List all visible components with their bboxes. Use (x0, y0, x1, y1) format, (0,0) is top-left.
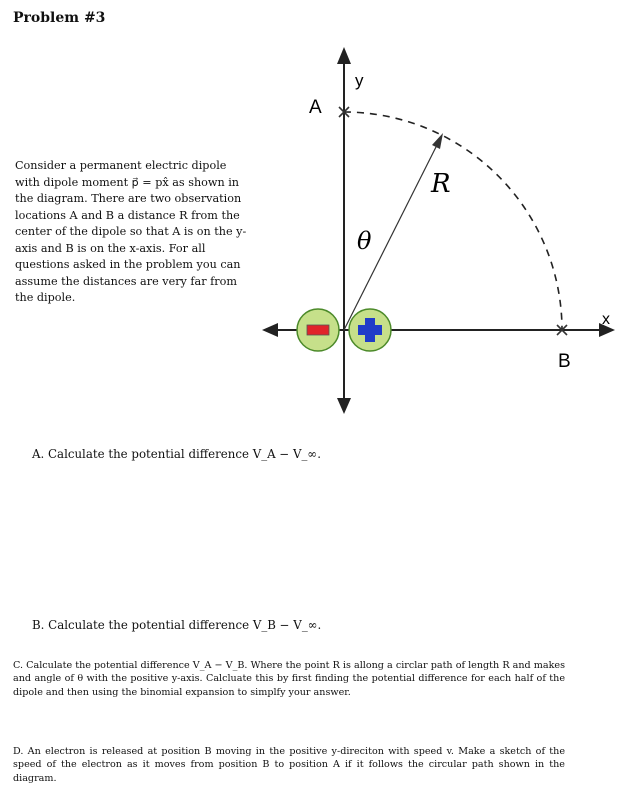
theta-label: θ (357, 227, 372, 255)
y-axis-arrow-down (337, 398, 351, 414)
question-c: C. Calculate the potential difference V_A − V_B. Where the point R is allong a circlar path of length R and makes and angle of θ with the positive y-axis. Calcluate this by first finding the potential difference for each half of the dipole and then using the binomial expansion to simplfy your answer. (13, 660, 565, 698)
question-a: A. Calculate the potential difference V_A − V_∞. (32, 447, 322, 461)
point-B-label: B (558, 351, 571, 372)
radius-arrow (432, 133, 443, 149)
page-title: Problem #3 (13, 10, 106, 26)
point-A-label: A (309, 97, 322, 118)
x-axis-label: x (602, 311, 610, 328)
question-b: B. Calculate the potential difference V_B − V_∞. (32, 618, 322, 632)
minus-icon (307, 325, 329, 335)
y-axis-label: y (355, 71, 364, 90)
radius-label: R (431, 169, 451, 199)
y-axis-arrow-up (337, 47, 351, 64)
problem-intro: Consider a permanent electric dipole with dipole moment p⃗ = px̂ as shown in the diagram. There are two observation locations A and B a distance R from the center of the dipole so that A is on the y-axis and B is on the x-axis. For all questions asked in the problem you can assume the distances are very far from the dipole. (15, 159, 247, 304)
x-axis-arrow-left (262, 323, 278, 337)
circular-path (344, 112, 562, 330)
question-d: D. An electron is released at position B moving in the positive y-direciton with speed v. Make a sketch of the speed of the electron as it moves from position B to position A if it follows the circular path shown in the diagram. (13, 746, 565, 784)
